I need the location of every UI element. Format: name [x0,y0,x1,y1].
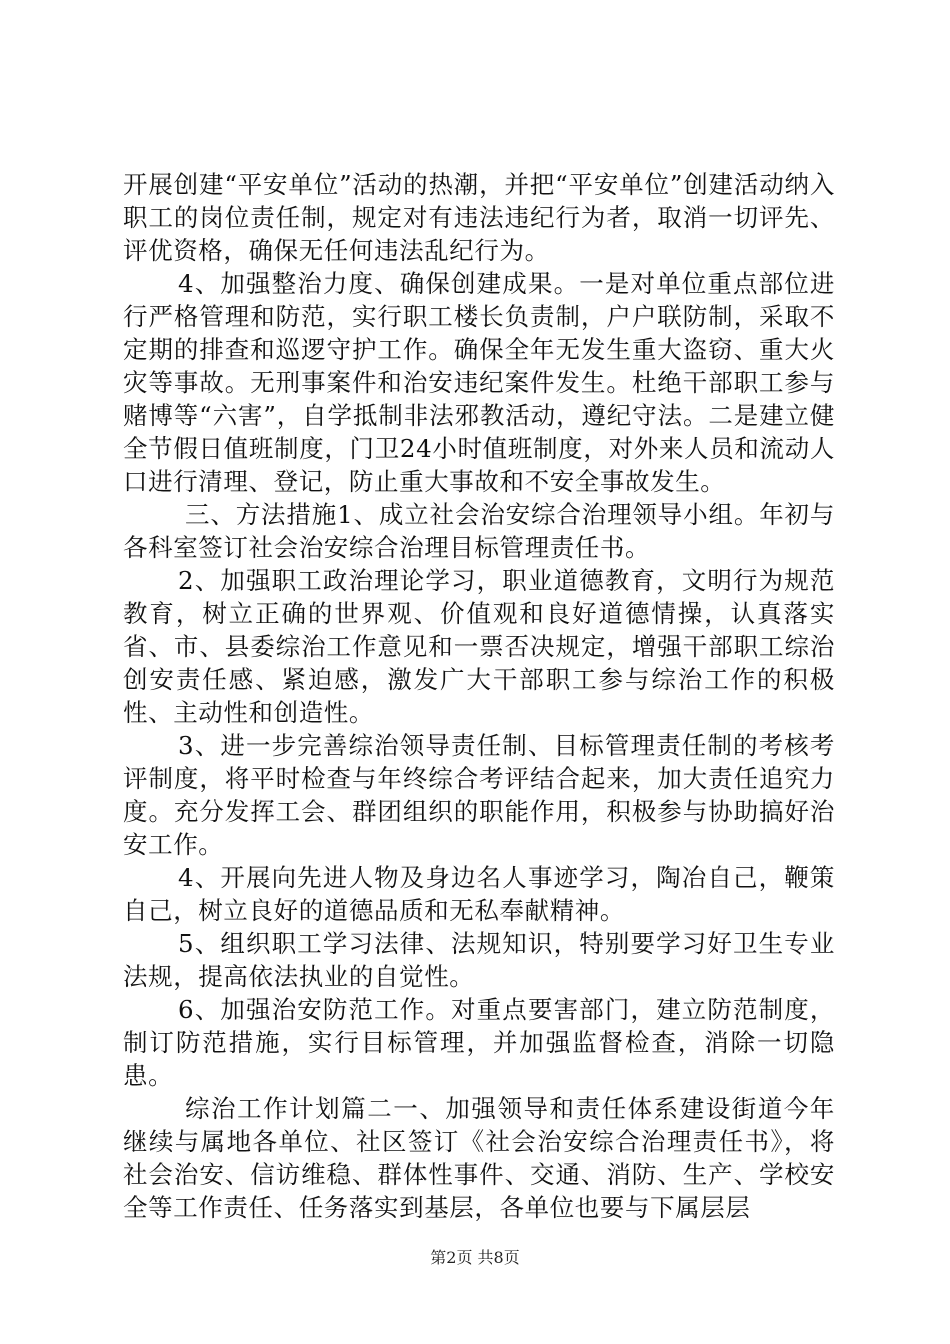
paragraph-9: 综治工作计划篇二一、加强领导和责任体系建设街道今年继续与属地各单位、社区签订《社会治安综合治理责任书》，将社会治安、信访维稳、群体性事件、交通、消防、生产、学校安全等工作责任、任务落实到基层，各单位也要与下属层层 [123,1094,835,1222]
paragraph-5: 3、进一步完善综治领导责任制、目标管理责任制的考核考评制度，将平时检查与年终综合考评结合起来，加大责任追究力度。充分发挥工会、群团组织的职能作用，积极参与协助搞好治安工作。 [123,731,835,859]
paragraph-7: 5、组织职工学习法律、法规知识，特别要学习好卫生专业法规，提高依法执业的自觉性。 [123,929,835,991]
paragraph-6: 4、开展向先进人物及身边名人事迹学习，陶冶自己，鞭策自己，树立良好的道德品质和无私奉献精神。 [123,863,835,925]
paragraph-1: 开展创建“平安单位”活动的热潮，并把“平安单位”创建活动纳入职工的岗位责任制，规定对有违法违纪行为者，取消一切评先、评优资格，确保无任何违法乱纪行为。 [123,170,835,265]
document-body [123,168,835,1224]
paragraph-2: 4、加强整治力度、确保创建成果。一是对单位重点部位进行严格管理和防范，实行职工楼长负责制，户户联防制，采取不定期的排查和巡逻守护工作。确保全年无发生重大盗窃、重大火灾等事故。无刑事案件和治安违纪案件发生。杜绝干部职工参与赌博等“六害”，自学抵制非法邪教活动，遵纪守法。二是建立健全节假日值班制度，门卫24小时值班制度，对外来人员和流动人口进行清理、登记，防止重大事故和不安全事故发生。 [123,269,835,496]
paragraph-3: 三、方法措施1、成立社会治安综合治理领导小组。年初与各科室签订社会治安综合治理目标管理责任书。 [123,500,835,562]
page-number-footer: 第2页 共8页 [430,1248,520,1267]
paragraph-4: 2、加强职工政治理论学习，职业道德教育，文明行为规范教育，树立正确的世界观、价值观和良好道德情操，认真落实省、市、县委综治工作意见和一票否决规定，增强干部职工综治创安责任感、紧迫感，激发广大干部职工参与综治工作的积极性、主动性和创造性。 [123,566,835,727]
paragraph-8: 6、加强治安防范工作。对重点要害部门，建立防范制度，制订防范措施，实行目标管理，并加强监督检查，消除一切隐患。 [123,995,835,1090]
